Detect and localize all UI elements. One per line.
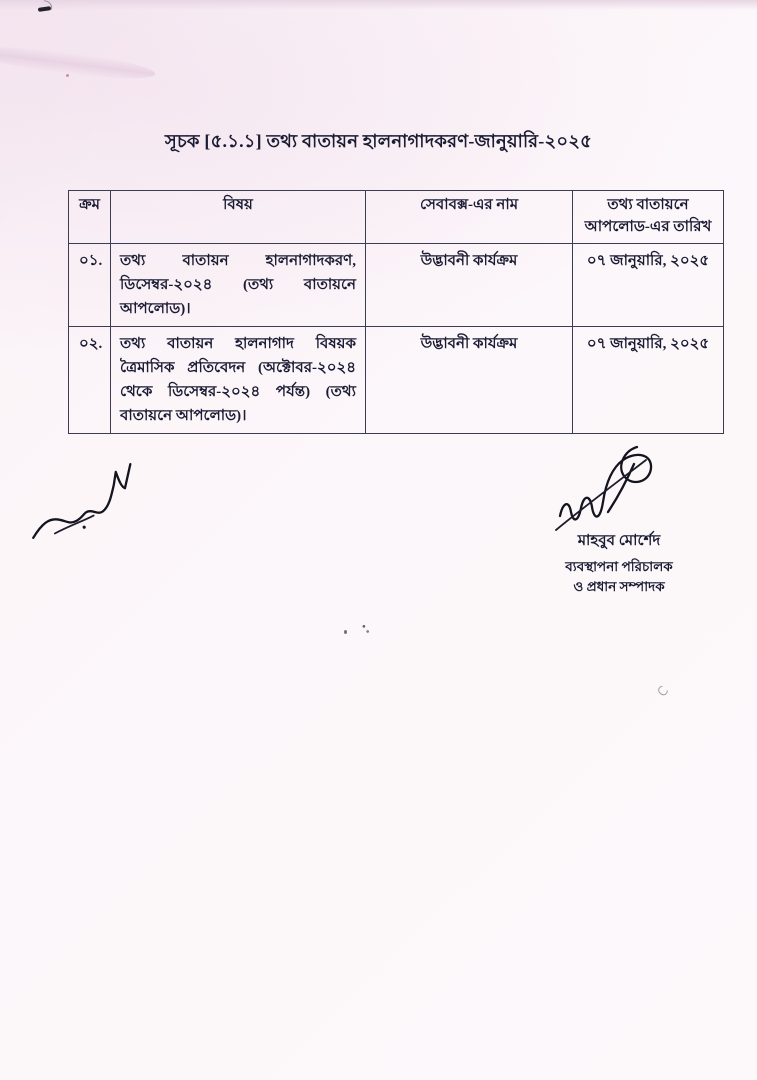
scan-speck-ring bbox=[656, 684, 669, 697]
handwritten-signature bbox=[550, 438, 668, 538]
scan-corner-fold bbox=[0, 41, 157, 85]
serial-cell: ০২. bbox=[69, 326, 111, 433]
scan-speck bbox=[66, 74, 69, 77]
scan-speck bbox=[359, 624, 373, 637]
table-header-row bbox=[69, 191, 724, 244]
service-box-cell: উদ্ভাবনী কার্যক্রম bbox=[366, 326, 573, 433]
column-header-subject: বিষয় bbox=[111, 191, 366, 244]
signatory-name: মাহবুব মোর্শেদ bbox=[577, 533, 661, 549]
signatory-block bbox=[548, 529, 690, 598]
upload-date-cell: ০৭ জানুয়ারি, ২০২৫ bbox=[573, 326, 724, 433]
upload-date-cell: ০৭ জানুয়ারি, ২০২৫ bbox=[573, 243, 724, 326]
subject-cell: তথ্য বাতায়ন হালনাগাদকরণ, ডিসেম্বর-২০২৪ (তথ্য বাতায়নে আপলোড)। bbox=[111, 243, 366, 326]
handwritten-initials-signature bbox=[12, 448, 161, 572]
scan-speck bbox=[344, 630, 347, 634]
table-row bbox=[69, 326, 724, 433]
serial-cell: ০১. bbox=[69, 243, 111, 326]
signatory-designation-line1: ব্যবস্থাপনা পরিচালক bbox=[565, 559, 673, 574]
subject-cell: তথ্য বাতায়ন হালনাগাদ বিষয়ক ত্রৈমাসিক প্রতিবেদন (অক্টোবর-২০২৪ থেকে ডিসেম্বর-২০২৪ পর্যন্ত) (তথ্য বাতায়নে আপলোড)। bbox=[111, 326, 366, 433]
scan-top-edge-shadow bbox=[0, 0, 757, 10]
service-box-cell: উদ্ভাবনী কার্যক্রম bbox=[366, 243, 573, 326]
update-log-table bbox=[68, 190, 724, 434]
column-header-upload-date: তথ্য বাতায়নে আপলোড-এর তারিখ bbox=[573, 191, 724, 244]
column-header-service-box: সেবাবক্স-এর নাম bbox=[366, 191, 573, 244]
column-header-serial: ক্রম bbox=[69, 191, 111, 244]
table-row bbox=[69, 243, 724, 326]
document-title: সূচক [৫.১.১] তথ্য বাতায়ন হালনাগাদকরণ-জানুয়ারি-২০২৫ bbox=[164, 131, 593, 151]
signatory-designation-line2: ও প্রধান সম্পাদক bbox=[573, 579, 665, 595]
